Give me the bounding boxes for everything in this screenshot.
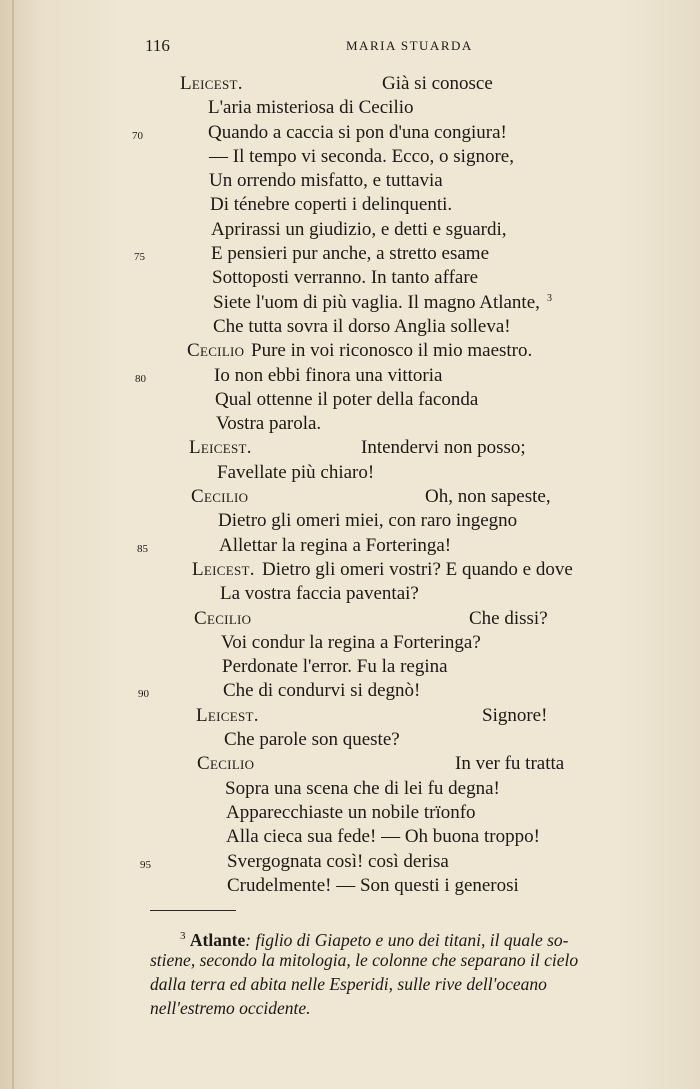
page-header	[0, 36, 700, 60]
verse-line	[0, 534, 700, 558]
footnote	[150, 924, 700, 1020]
verse-text: Sottoposti verranno. In tanto affare	[212, 267, 479, 289]
verse-line	[0, 169, 700, 193]
verse-line	[0, 801, 700, 825]
footnote-line-4: nell'estremo occidente.	[150, 998, 311, 1018]
verse-text: Voi condur la regina a Forteringa?	[221, 631, 481, 653]
verse-line	[0, 704, 700, 728]
verse-text: Un orrendo misfatto, e tuttavia	[209, 170, 443, 192]
verse-line	[0, 388, 700, 412]
verse-line	[0, 874, 700, 898]
verse-text: Dietro gli omeri vostri? E quando e dove	[262, 558, 573, 580]
verse-text: Siete l'uom di più vaglia. Il magno Atlante,	[213, 291, 540, 313]
verse-line	[0, 607, 700, 631]
verse-text: Crudelmente! — Son questi i generosi	[227, 874, 519, 896]
footnote-marker: 3	[180, 930, 186, 942]
verse-text: Che tutta sovra il dorso Anglia solleva!	[213, 315, 511, 337]
footnote-reference: 3	[547, 292, 552, 304]
line-number: 75	[134, 251, 145, 264]
verse-text: E pensieri pur anche, a stretto esame	[211, 243, 490, 265]
verse-line	[0, 145, 700, 169]
verse-text: Vostra parola.	[216, 413, 322, 435]
verse-text: Sopra una scena che di lei fu degna!	[225, 777, 500, 799]
verse-line	[0, 315, 700, 339]
verse-line	[0, 752, 700, 776]
verse-text: L'aria misteriosa di Cecilio	[208, 97, 414, 119]
verse-line	[0, 291, 700, 315]
footnote-line-2: stiene, secondo la mitologia, le colonne che separano il cielo	[150, 950, 579, 970]
verse-line	[0, 582, 700, 606]
verse-text-continued: Già si conosce	[382, 73, 493, 94]
verse-line	[0, 850, 700, 874]
verse-line	[0, 509, 700, 533]
verse-line	[0, 655, 700, 679]
verse-text: Favellate più chiaro!	[217, 461, 375, 483]
verse-text: Qual ottenne il poter della faconda	[215, 388, 479, 410]
speaker-name: Leicest.	[196, 704, 259, 726]
line-number: 85	[137, 542, 148, 555]
verse-text: Di ténebre coperti i delinquenti.	[210, 194, 453, 216]
speaker-name: Leicest.	[180, 73, 243, 94]
verse-text: Aprirassi un giudizio, e detti e sguardi,	[211, 218, 507, 240]
verse-line	[0, 339, 700, 363]
verse-text: — Il tempo vi seconda. Ecco, o signore,	[209, 145, 514, 167]
line-number: 90	[138, 688, 149, 701]
line-number: 70	[132, 129, 143, 142]
verse-text: Svergognata così! così derisa	[227, 850, 449, 872]
verse-text-continued: Oh, non sapeste,	[425, 486, 551, 508]
speaker-name: Cecilio	[191, 486, 249, 508]
footnote-line-3: dalla terra ed abita nelle Esperidi, sulle rive dell'oceano	[150, 974, 547, 994]
verse-line	[0, 364, 700, 388]
verse-line	[0, 777, 700, 801]
verse-line	[0, 461, 700, 485]
verse-line	[0, 218, 700, 242]
verse-line	[0, 121, 700, 145]
verse-text: Io non ebbi finora una vittoria	[214, 364, 443, 386]
speaker-name: Cecilio	[194, 607, 252, 629]
verse-line	[0, 242, 700, 266]
verse-line	[0, 72, 700, 96]
verse-block	[0, 72, 700, 898]
verse-line	[0, 436, 700, 460]
verse-text: Che di condurvi si degnò!	[223, 680, 421, 702]
running-title: MARIA STUARDA	[346, 38, 473, 53]
speaker-name: Cecilio	[187, 340, 245, 362]
verse-text: Pure in voi riconosco il mio maestro.	[251, 340, 533, 362]
verse-line	[0, 679, 700, 703]
verse-text-continued: Che dissi?	[469, 607, 548, 629]
verse-line	[0, 412, 700, 436]
page-number: 116	[145, 36, 170, 55]
verse-text: Perdonate l'error. Fu la regina	[222, 656, 448, 678]
verse-line	[0, 193, 700, 217]
verse-line	[0, 558, 700, 582]
speaker-name: Leicest.	[192, 558, 255, 580]
verse-text-continued: In ver fu tratta	[455, 753, 565, 775]
line-number: 80	[135, 372, 146, 385]
footnote-rule	[150, 910, 236, 911]
verse-line	[0, 728, 700, 752]
verse-text: Dietro gli omeri miei, con raro ingegno	[218, 510, 518, 532]
verse-line	[0, 96, 700, 120]
line-number: 95	[140, 858, 151, 871]
verse-text: Apparecchiaste un nobile trïonfo	[226, 801, 476, 823]
verse-line	[0, 631, 700, 655]
footnote-term: Atlante	[189, 929, 246, 950]
verse-text-continued: Intendervi non posso;	[361, 437, 526, 459]
verse-text: Quando a caccia si pon d'una congiura!	[208, 121, 507, 143]
verse-text: La vostra faccia paventai?	[220, 583, 419, 605]
verse-text-continued: Signore!	[482, 704, 548, 726]
footnote-line-1: : figlio di Giapeto e uno dei titani, il quale so-	[245, 929, 569, 950]
verse-line	[0, 825, 700, 849]
verse-text: Che parole son queste?	[224, 729, 400, 751]
speaker-name: Leicest.	[189, 437, 252, 459]
verse-text: Allettar la regina a Forteringa!	[219, 534, 452, 556]
verse-line	[0, 266, 700, 290]
verse-text: Alla cieca sua fede! — Oh buona troppo!	[226, 826, 540, 848]
speaker-name: Cecilio	[197, 753, 255, 775]
verse-line	[0, 485, 700, 509]
